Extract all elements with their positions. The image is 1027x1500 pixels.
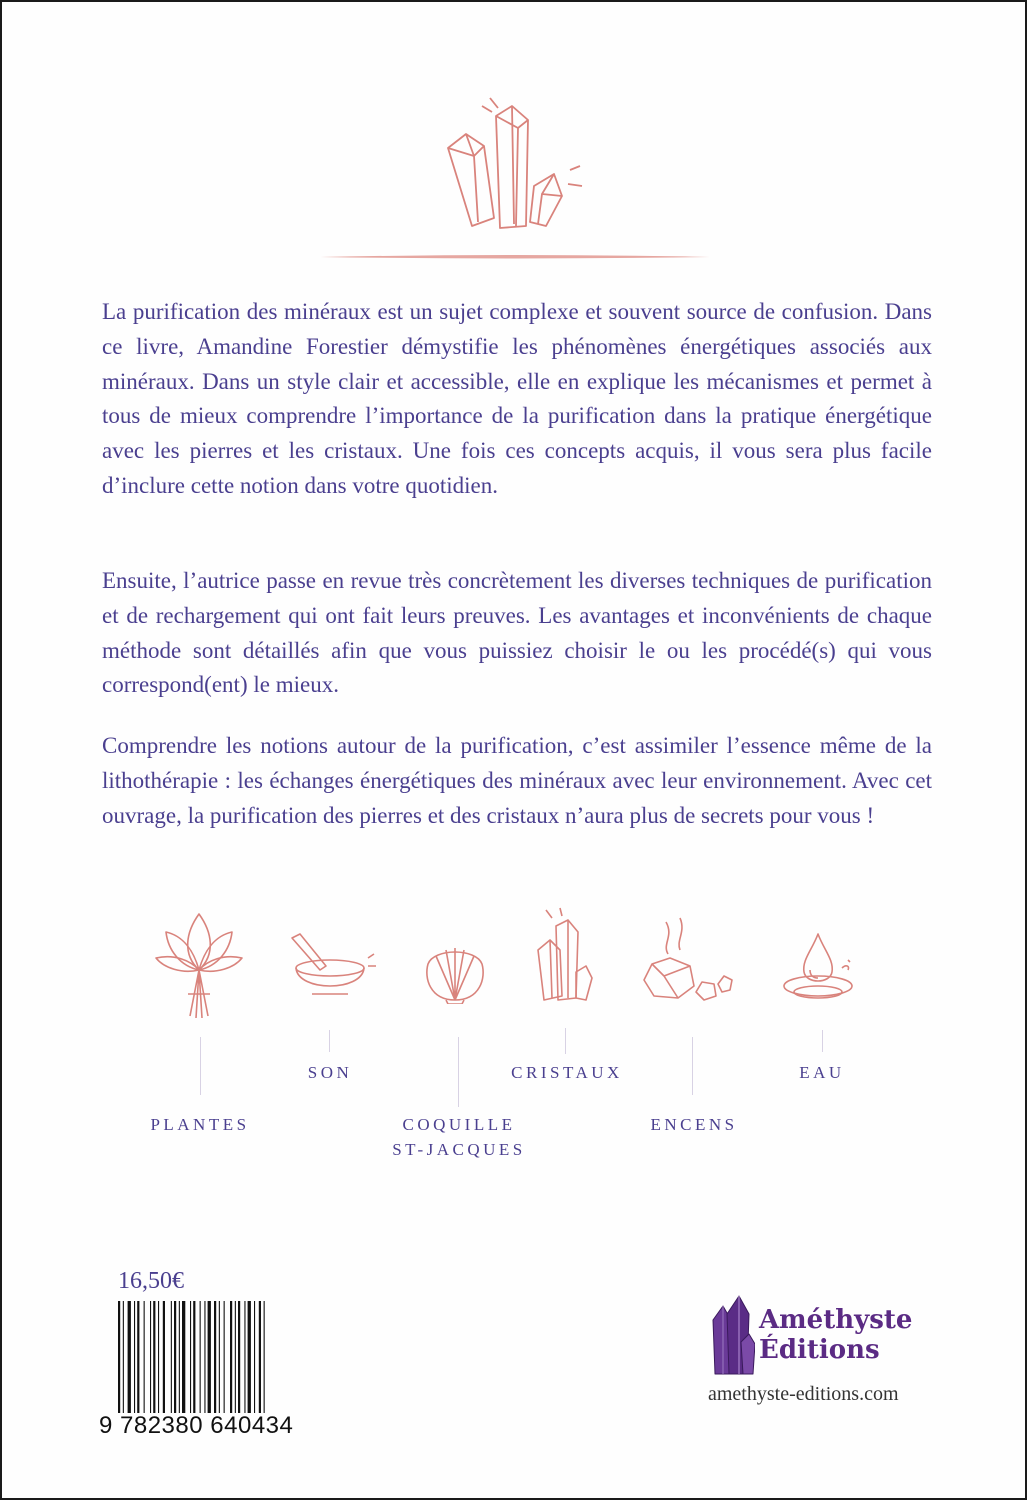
barcode-bar [174, 1301, 176, 1413]
barcode-bar [123, 1301, 124, 1413]
incense-stones-icon [640, 914, 736, 1004]
barcode-bar [214, 1301, 216, 1413]
barcode-bar [134, 1301, 135, 1413]
barcode [116, 1301, 322, 1419]
connector-line [692, 1037, 693, 1095]
top-divider [320, 254, 710, 260]
barcode-bar [158, 1301, 159, 1413]
barcode-bar [259, 1301, 261, 1413]
isbn-number: 9 782380 640434 [99, 1412, 294, 1439]
label-eau: EAU [799, 1063, 845, 1082]
connector-line [822, 1030, 823, 1052]
description-paragraph-3: Comprendre les notions autour de la purification, c’est assimiler l’essence même de la lithothérapie : les échanges énergétiques des minéraux avec leur environnement. Avec cet ouvrage, la purification des pierres et des cristaux n’aura plus de secrets pour vous ! [102, 733, 932, 828]
barcode-bar [153, 1301, 155, 1413]
label-plantes: PLANTES [150, 1115, 250, 1134]
label-coquille-line2: ST-JACQUES [392, 1140, 526, 1159]
plant-bouquet-icon [152, 910, 246, 1022]
connector-line [458, 1037, 459, 1107]
barcode-bar [238, 1301, 240, 1413]
barcode-bar [230, 1301, 232, 1413]
singing-bowl-icon [286, 932, 376, 1004]
barcode-bar [244, 1301, 245, 1413]
label-encens: ENCENS [650, 1115, 738, 1134]
publisher-name-line2: Éditions [759, 1335, 880, 1365]
publisher-website: amethyste-editions.com [708, 1383, 899, 1405]
barcode-bar [204, 1301, 205, 1413]
crystal-icon [530, 906, 596, 1004]
description-paragraph-1: La purification des minéraux est un sujet complexe et souvent source de confusion. Dans ce livre, Amandine Forestier démystifie les phénomènes énergétiques associés aux minéraux. Dans un style clair et accessible, elle en explique les mécanismes et permet à tous de mieux comprendre l’importance de la purification dans la pratique énergétique avec les pierres et les cristaux. Une fois ces concepts acquis, il vous sera plus facile d’inclure cette notion dans votre quotidien. [102, 299, 932, 498]
description-paragraph-2: Ensuite, l’autrice passe en revue très concrètement les diverses techniques de purification et de rechargement qui ont fait leurs preuves. Les avantages et inconvénients de chaque méthode sont détaillés afin que vous puissiez choisir le ou les procédé(s) qui vous correspond(ent) le mieux. [102, 568, 932, 698]
connector-line [329, 1030, 330, 1052]
barcode-bar [128, 1301, 131, 1413]
water-drop-icon [780, 930, 862, 1004]
scallop-shell-icon [422, 942, 488, 1004]
barcode-bar [137, 1301, 139, 1413]
barcode-bar [171, 1301, 172, 1413]
barcode-bar [163, 1301, 165, 1413]
connector-line [200, 1037, 201, 1095]
barcode-bar [144, 1301, 145, 1413]
barcode-bar [150, 1301, 151, 1413]
crystal-cluster-icon [434, 94, 594, 234]
barcode-bar [208, 1301, 211, 1413]
barcode-bar [264, 1301, 265, 1413]
barcode-bar [182, 1301, 185, 1413]
barcode-bar [248, 1301, 251, 1413]
barcode-bar [254, 1301, 255, 1413]
barcode-bar [235, 1301, 236, 1413]
publisher-name-line1: Améthyste [759, 1305, 913, 1335]
barcode-bar [179, 1301, 180, 1413]
barcode-bar [224, 1301, 225, 1413]
barcode-bar [200, 1301, 201, 1413]
barcode-bar [193, 1301, 195, 1413]
amethyst-logo-icon [707, 1294, 755, 1376]
barcode-bar [190, 1301, 191, 1413]
publisher-name [759, 1305, 912, 1365]
price: 16,50€ [118, 1268, 184, 1294]
label-cristaux: CRISTAUX [511, 1063, 623, 1082]
label-coquille-line1: COQUILLE [402, 1115, 516, 1134]
barcode-bar [118, 1301, 120, 1413]
label-son: SON [307, 1063, 353, 1082]
connector-line [565, 1028, 566, 1054]
label-coquille [359, 1112, 559, 1162]
barcode-bar [219, 1301, 220, 1413]
